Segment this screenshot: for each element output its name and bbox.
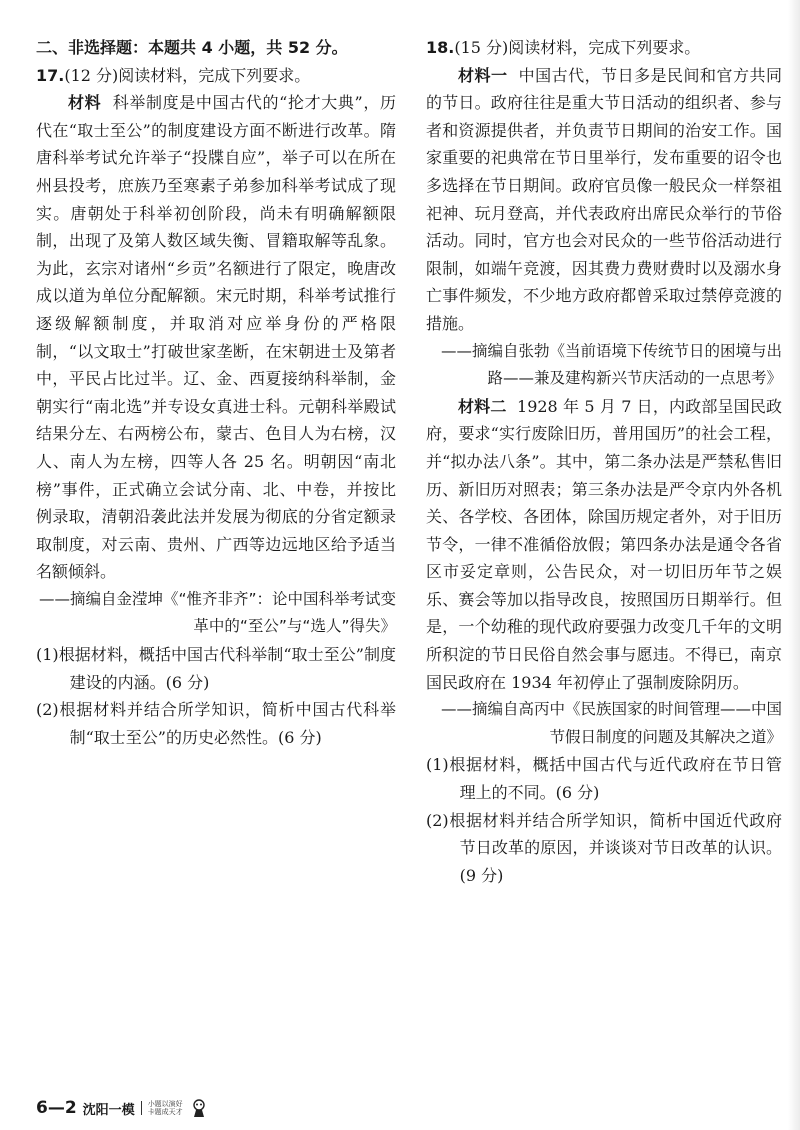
right-column: [426, 34, 782, 889]
q17-material-text: 科举制度是中国古代的“抡才大典”，历代在“取士至公”的制度建设方面不断进行改革。隋唐科举考试允许举子“投牒自应”，举子可以在所在州县投考，庶族乃至寒素子弟参加科举考试成了现实。唐朝处于科举初创阶段，尚未有明确解额限制，出现了及第人数区域失衡、冒籍取解等乱象。为此，玄宗对诸州“乡贡”名额进行了限定，晚唐改成以道为单位分配解额。宋元时期，科举考试推行逐级解额制度，并取消对应举身份的严格限制，“以文取士”打破世家垄断，在宋朝进士及第者中，平民占比过半。辽、金、西夏接纳科举制，金朝实行“南北选”并专设女真进士科。元朝科举殿试结果分左、右两榜公布，蒙古、色目人为右榜，汉人、南人为左榜，四等人各 25 名。明朝因“南北榜”事件，正式确立会试分南、北、中卷，并按比例录取，清朝沿袭此法并发展为彻底的分省定额录取制度，对云南、贵州、广西等边远地区给予适当名额倾斜。: [36, 93, 396, 582]
q18-subquestion-1: (1)根据材料，概括中国古代与近代政府在节日管理上的不同。(6 分): [426, 755, 782, 803]
question-18-number: 18.: [426, 38, 455, 57]
q18-subquestion-2: (2)根据材料并结合所学知识，简析中国近代政府节日改革的原因，并谈谈对节日改革的认识。(9 分): [426, 810, 782, 885]
footer-divider: [141, 1101, 142, 1115]
q18-material-1-label: 材料一: [458, 65, 508, 85]
page-footer: [36, 1098, 209, 1118]
q17-material: [36, 89, 396, 586]
question-17-number: 17.: [36, 65, 65, 85]
page-edge-shadow: [788, 0, 800, 1130]
q17-subquestion-2: (2)根据材料并结合所学知识，简析中国古代科举制“取士至公”的历史必然性。(6 分): [36, 700, 396, 747]
question-17-instruction: (12 分)阅读材料，完成下列要求。: [64, 65, 311, 85]
question-17-header: [36, 62, 396, 90]
exam-label: 沈阳一模: [82, 1102, 135, 1118]
q18-material-2: [426, 393, 782, 697]
q18-material-2-text: 1928 年 5 月 7 日，内政部呈国民政府，要求“实行废除旧历，普用国历”的社会工程，并“拟办法八条”。其中，第二条办法是严禁私售旧历、新旧历对照表；第三条办法是严令京内外各机关、各学校、各团体，除国历规定者外，对于旧历节令，一律不准循俗放假；第四条办法是通令各省区市妥定章则，公告民众，对一切旧历年节之娱乐、赛会等加以指导改良，按照国历日期举行。但是，一个幼稚的现代政府要强力改变几千年的文明所积淀的节日民俗自然会事与愿违。不得已，南京国民政府在 1934 年初停止了强制废除阴历。: [426, 396, 782, 692]
question-18-header: [426, 34, 782, 62]
q18-material-1: [426, 62, 782, 338]
q18-material-1-text: 中国古代，节日多是民间和官方共同的节日。政府往往是重大节日活动的组织者、参与者和资源提供者，并负责节日期间的治安工作。国家重要的祀典常在节日里举行，发布重要的诏令也多选择在节日期间。政府官员像一般民众一样祭祖祀神、玩月登高，并代表政府出席民众举行的节俗活动。同时，官方也会对民众的一些节俗活动进行限制，如端午竞渡，因其费力费财费时以及溺水身亡事件频发，不少地方政府都曾采取过禁停竞渡的措施。: [426, 65, 782, 333]
q18-source-1: ——摘编自张勃《当前语境下传统节日的困境与出路——兼及建构新兴节庆活动的一点思考》: [440, 341, 782, 388]
left-column: [36, 34, 396, 751]
q18-source-2: ——摘编自高丙中《民族国家的时间管理——中国节假日制度的问题及其解决之道》: [440, 700, 782, 746]
mascot-logo-icon: [189, 1098, 209, 1118]
q18-material-2-label: 材料二: [458, 396, 507, 416]
footer-slogan-line-1: 小题以演好: [147, 1100, 183, 1108]
page-number: 6—2: [36, 1098, 77, 1118]
q17-source: ——摘编自金滢坤《“惟齐非齐”：论中国科举考试变革中的“至公”与“选人”得失》: [38, 589, 396, 636]
q17-material-label: 材料: [68, 93, 102, 113]
footer-slogan-line-2: 卡题成天才: [147, 1108, 183, 1116]
section-title: 二、非选择题：本题共 4 小题，共 52 分。: [36, 38, 348, 57]
footer-slogan: [148, 1100, 183, 1116]
q17-subquestion-1: (1)根据材料，概括中国古代科举制“取士至公”制度建设的内涵。(6 分): [36, 645, 396, 692]
question-18-instruction: (15 分)阅读材料，完成下列要求。: [454, 38, 701, 57]
